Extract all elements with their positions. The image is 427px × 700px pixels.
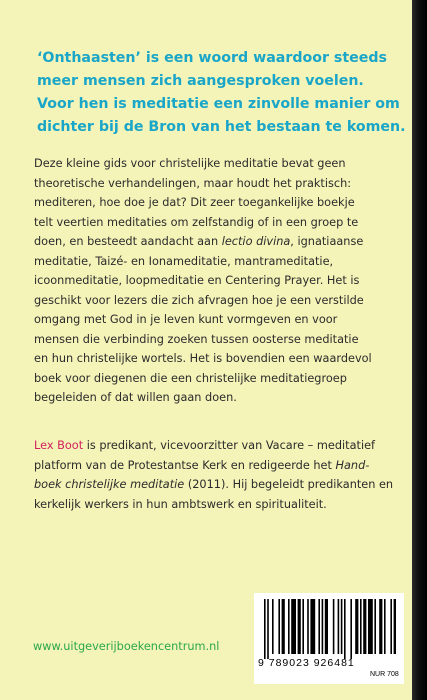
body-line: boek voor diegenen die een christelijke meditatiegroep bbox=[34, 371, 347, 385]
intro-line: dichter bij de Bron van het bestaan te komen. bbox=[37, 119, 406, 135]
nur-code: NUR 708 bbox=[370, 671, 399, 678]
book-spine-edge bbox=[412, 0, 427, 700]
body-text-segment: doen, en besteedt aandacht aan bbox=[34, 235, 219, 248]
body-line: meditatie, Taizé- en Ionameditatie, mantrameditatie, bbox=[34, 254, 334, 268]
description-paragraph bbox=[34, 154, 404, 408]
body-line: begeleiden of dat willen gaan doen. bbox=[34, 391, 237, 404]
intro-line: meer mensen zich aangesproken voelen. bbox=[37, 73, 364, 89]
isbn-number: 9 789023 926481 bbox=[258, 657, 355, 669]
intro-line: ‘Onthaasten’ is een woord waardoor steeds bbox=[37, 50, 387, 66]
body-line: mensen die verbinding zoeken tussen oosterse meditatie bbox=[34, 332, 359, 346]
body-line: en hun christelijke wortels. Het is bovendien een waardevol bbox=[34, 352, 372, 365]
author-bio bbox=[34, 436, 404, 514]
book-title-part: boek christelijke meditatie bbox=[34, 478, 185, 491]
author-text-segment: platform van de Protestantse Kerk en redigeerde het bbox=[34, 458, 332, 472]
intro-blurb bbox=[37, 47, 407, 139]
body-line: geschikt voor lezers die zich afvragen hoe je een verstilde bbox=[34, 293, 364, 307]
isbn-barcode bbox=[254, 593, 404, 684]
author-text-segment: is predikant, vicevoorzitter van Vacare – meditatief bbox=[83, 439, 376, 452]
author-line: kerkelijk werkers in hun ambtswerk en spiritualiteit. bbox=[34, 497, 327, 511]
body-line: telt veertien meditaties om zelfstandig of in een groep te bbox=[34, 215, 359, 229]
intro-line: Voor hen is meditatie een zinvolle manier om bbox=[37, 96, 400, 112]
author-text-segment: (2011). Hij begeleidt predikanten en bbox=[184, 478, 394, 491]
book-title-part: Hand- bbox=[335, 458, 370, 472]
body-text-segment: , ignatiaanse bbox=[290, 235, 364, 248]
body-line: mediteren, hoe doe je dat? Dit zeer toegankelijke boekje bbox=[34, 196, 355, 209]
author-name: Lex Boot bbox=[34, 439, 84, 452]
author-line bbox=[34, 436, 404, 456]
author-line bbox=[34, 456, 404, 476]
barcode-bars bbox=[262, 599, 396, 659]
body-line bbox=[34, 232, 404, 252]
body-line: Deze kleine gids voor christelijke meditatie bevat geen bbox=[34, 157, 346, 170]
body-line: icoonmeditatie, loopmeditatie en Centering Prayer. Het is bbox=[34, 274, 360, 287]
body-line: omgang met God in je leven kunt vormgeven en voor bbox=[34, 313, 338, 326]
publisher-website-link[interactable]: www.uitgeverijboekencentrum.nl bbox=[33, 640, 220, 653]
body-line: theoretische verhandelingen, maar houdt het praktisch: bbox=[34, 176, 352, 190]
lectio-divina-term: lectio divina bbox=[221, 235, 291, 248]
author-line bbox=[34, 475, 404, 495]
